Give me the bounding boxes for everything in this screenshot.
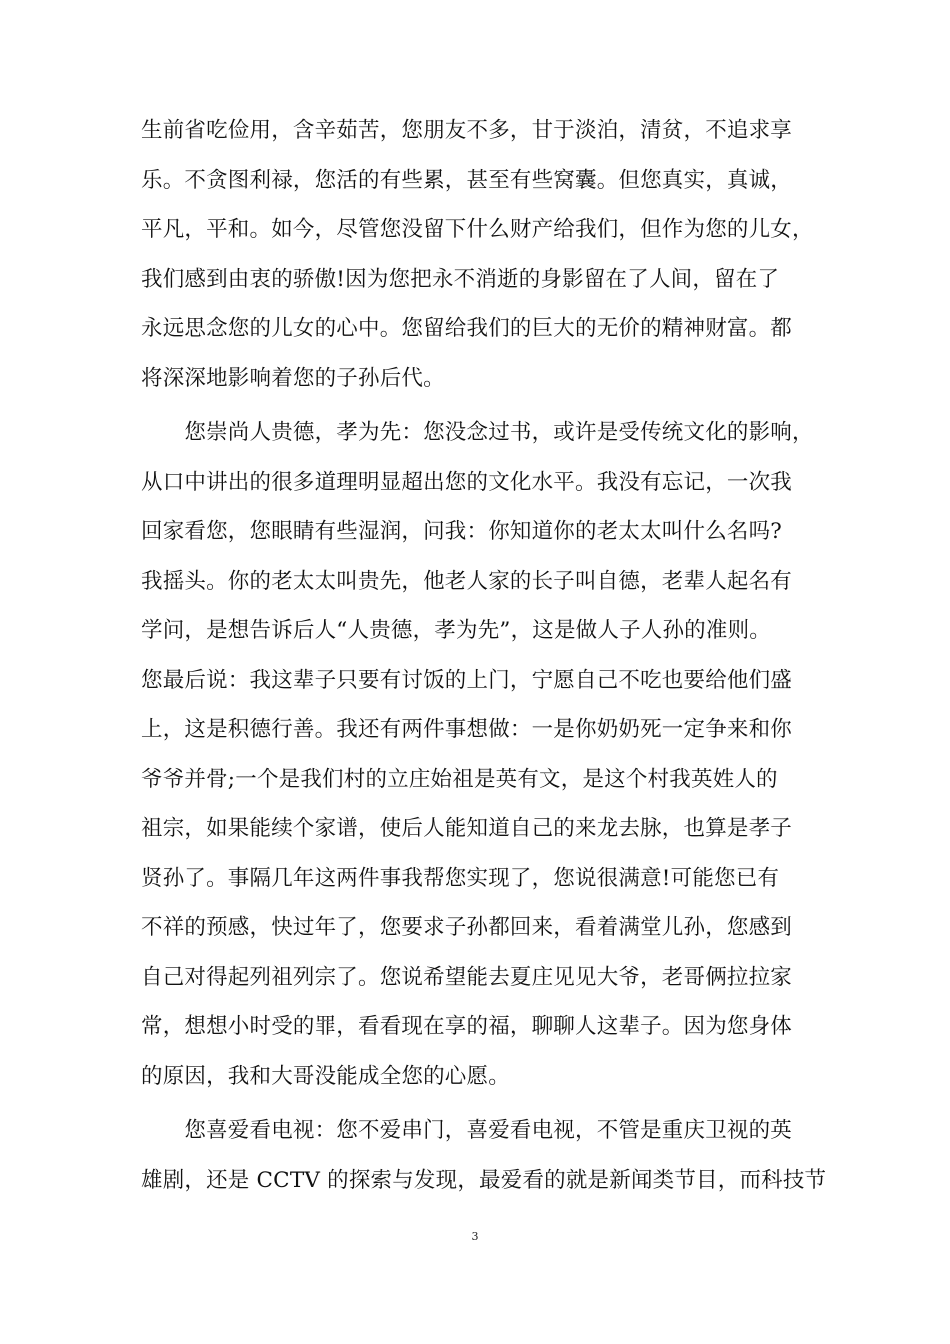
body-text	[141, 106, 831, 1205]
text-line: 贤孙了。事隔几年这两件事我帮您实现了，您说很满意!可能您已有	[141, 865, 780, 891]
text-line: 上，这是积德行善。我还有两件事想做：一是你奶奶死一定争来和你	[141, 717, 793, 742]
text-line: 常，想想小时受的罪，看看现在享的福，聊聊人这辈子。因为您身体	[141, 1014, 793, 1039]
text-line: 学问，是想告诉后人“人贵德，孝为先”，这是做人子人孙的准则。	[141, 618, 771, 643]
text-line: 雄剧，还是 CCTV 的探索与发现，最爱看的就是新闻类节目，而科技节	[141, 1167, 827, 1193]
text-line: 从口中讲出的很多道理明显超出您的文化水平。我没有忘记，一次我	[141, 469, 793, 495]
page-number: 3	[471, 1230, 479, 1243]
text-line: 祖宗，如果能续个家谱，使后人能知道自己的来龙去脉，也算是孝子	[141, 816, 793, 841]
paragraph	[141, 408, 831, 1101]
text-line: 爷爷并骨;一个是我们村的立庄始祖是英有文，是这个村我英姓人的	[141, 766, 778, 792]
paragraph	[141, 1106, 831, 1205]
paragraph	[141, 106, 831, 403]
text-line: 回家看您，您眼睛有些湿润，问我：你知道你的老太太叫什么名吗?	[141, 519, 783, 544]
text-line: 将深深地影响着您的子孙后代。	[141, 365, 445, 391]
text-line: 永远思念您的儿女的心中。您留给我们的巨大的无价的精神财富。都	[141, 316, 793, 341]
text-line: 我们感到由衷的骄傲!因为您把永不消逝的身影留在了人间，留在了	[141, 266, 780, 292]
text-line: 您喜爱看电视：您不爱串门，喜爱看电视，不管是重庆卫视的英	[141, 1118, 793, 1143]
text-line: 生前省吃俭用，含辛茹苦，您朋友不多，甘于淡泊，清贫，不追求享	[141, 118, 793, 143]
text-line: 您崇尚人贵德，孝为先：您没念过书，或许是受传统文化的影响，	[141, 420, 814, 445]
text-line: 平凡，平和。如今，尽管您没留下什么财产给我们，但作为您的儿女，	[141, 217, 814, 242]
text-line: 不祥的预感，快过年了，您要求子孙都回来，看着满堂儿孙，您感到	[141, 915, 793, 940]
text-line: 的原因，我和大哥没能成全您的心愿。	[141, 1063, 510, 1089]
text-line: 您最后说：我这辈子只要有讨饭的上门，宁愿自己不吃也要给他们盛	[141, 667, 793, 693]
text-line: 乐。不贪图利禄，您活的有些累，甚至有些窝囊。但您真实，真诚，	[141, 167, 793, 193]
text-line: 我摇头。你的老太太叫贵先，他老人家的长子叫自德，老辈人起名有	[141, 568, 793, 594]
text-line: 自己对得起列祖列宗了。您说希望能去夏庄见见大爷，老哥俩拉拉家	[141, 964, 793, 990]
